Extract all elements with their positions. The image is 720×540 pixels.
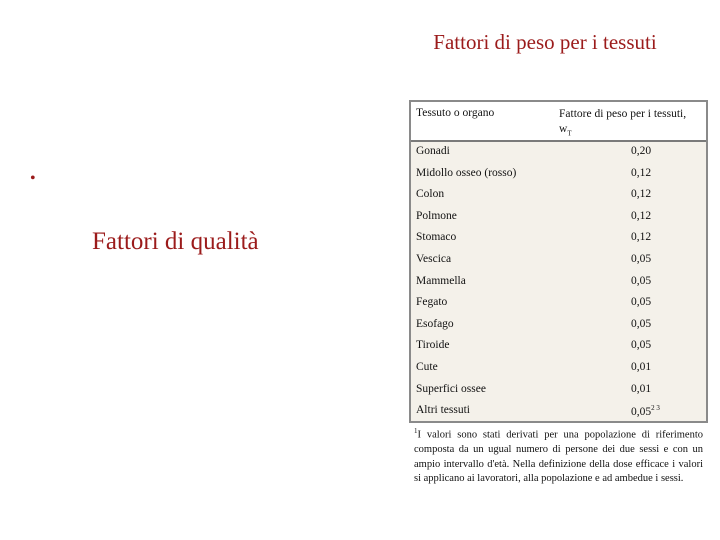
weighting-factor-value: 0,12 [631, 188, 652, 201]
table-row [411, 293, 706, 315]
tissue-name: Polmone [416, 209, 457, 222]
tissue-name: Stomaco [416, 231, 457, 244]
header-tissue: Tessuto o organo [416, 107, 495, 119]
header-factor-label: Fattore di peso per i tessuti, w [559, 108, 687, 135]
table-row [411, 401, 706, 423]
footnote-marker: 1 [414, 427, 418, 435]
weighting-factor-value: 0,20 [631, 145, 652, 157]
table-row [411, 380, 706, 402]
table-row [411, 272, 706, 294]
tissue-name: Gonadi [416, 145, 450, 157]
tissue-name: Tiroide [416, 339, 450, 352]
table-row [411, 185, 706, 207]
table-row [411, 228, 706, 250]
table-row [411, 315, 706, 337]
table-header [411, 102, 706, 142]
tissue-name: Midollo osseo (rosso) [416, 166, 517, 179]
tissue-name: Superfici ossee [416, 382, 486, 395]
weighting-factor-value: 0,12 [631, 209, 652, 222]
weighting-factor [631, 383, 651, 395]
weighting-factor [631, 361, 651, 373]
table-row [411, 250, 706, 272]
table-row [411, 142, 706, 164]
weighting-factor-value: 0,12 [631, 166, 652, 179]
header-factor-subscript: T [567, 129, 572, 138]
tissue-name: Mammella [416, 274, 466, 287]
weighting-factor [631, 188, 651, 200]
tissue-name: Vescica [416, 253, 452, 265]
footnote-ref: 2 3 [651, 404, 660, 413]
weighting-factor [631, 210, 651, 222]
weighting-factor-value: 0,01 [631, 382, 652, 395]
weighting-factor [631, 339, 651, 351]
weighting-factor [631, 318, 651, 330]
tissue-weighting-table [409, 100, 708, 423]
table-row [411, 207, 706, 229]
weighting-factor-value: 0,05 [631, 406, 652, 419]
weighting-factor [631, 167, 651, 179]
weighting-factor [631, 145, 651, 157]
weighting-factor-value: 0,05 [631, 274, 652, 287]
footnote-text: I valori sono stati derivati per una popolazione di riferimento composta da un ugual numero di persone dei due sessi e con un ampio intervallo d'età. Nella definizione della dose efficace i valori si applicano ai lavoratori, alla popolazione e ad ambedue i sessi. [414, 429, 703, 484]
weighting-factor [631, 296, 651, 308]
tissue-name: Altri tessuti [416, 404, 470, 417]
weighting-factor-value: 0,05 [631, 253, 652, 265]
slide-title: Fattori di peso per i tessuti [433, 30, 657, 54]
weighting-factor-value: 0,05 [631, 296, 652, 309]
weighting-factor-value: 0,05 [631, 339, 652, 352]
tissue-name: Cute [416, 361, 438, 373]
weighting-factor-value: 0,01 [631, 361, 652, 373]
section-heading: Fattori di qualità [92, 228, 259, 255]
header-factor [559, 107, 689, 141]
weighting-factor [631, 275, 651, 287]
weighting-factor [631, 231, 651, 243]
table-row [411, 164, 706, 186]
weighting-factor-value: 0,12 [631, 231, 652, 244]
table-row [411, 358, 706, 380]
tissue-name: Esofago [416, 317, 454, 330]
tissue-name: Fegato [416, 296, 448, 309]
table-row [411, 336, 706, 358]
footnote [414, 424, 703, 487]
weighting-factor [631, 253, 651, 265]
bullet-point: • [30, 170, 36, 187]
weighting-factor [631, 404, 660, 418]
tissue-name: Colon [416, 188, 445, 201]
weighting-factor-value: 0,05 [631, 317, 652, 330]
